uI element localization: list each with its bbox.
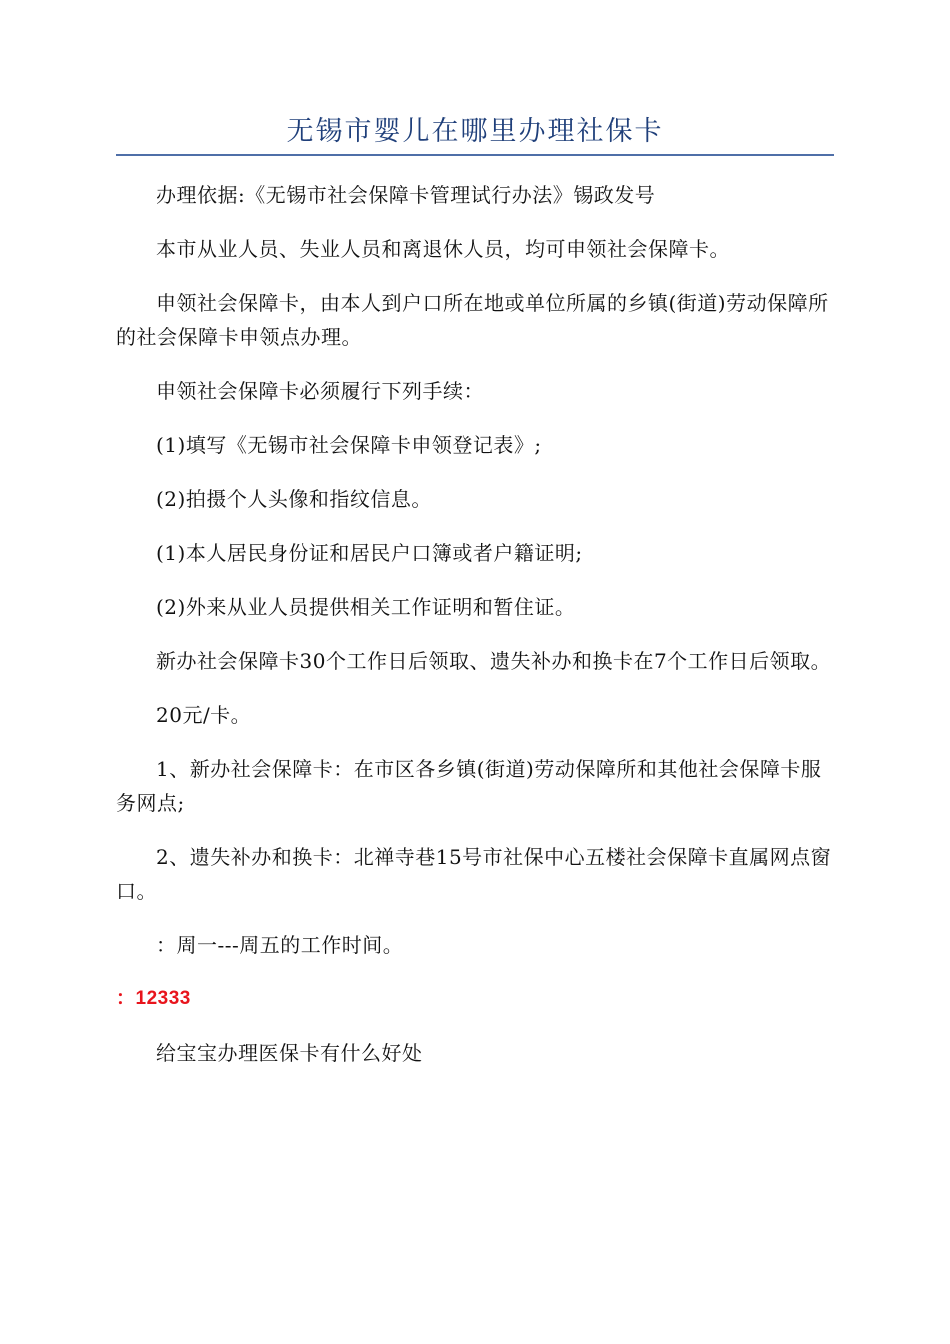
paragraph-eligibility: 本市从业人员、失业人员和离退休人员，均可申领社会保障卡。: [156, 237, 730, 261]
paragraph-step-1: (1)填写《无锡市社会保障卡申领登记表》;: [156, 433, 542, 457]
paragraph-basis: 办理依据:《无锡市社会保障卡管理试行办法》锡政发号: [156, 183, 656, 207]
document-title: 无锡市婴儿在哪里办理社保卡: [286, 116, 664, 147]
paragraph-location-new: 1、新办社会保障卡：在市区各乡镇(街道)劳动保障所和其他社会保障卡服务网点;: [116, 757, 822, 815]
paragraph-hours: ：周一---周五的工作时间。: [156, 933, 404, 957]
paragraph-procedures-intro: 申领社会保障卡必须履行下列手续：: [156, 379, 484, 403]
paragraph-closing: 给宝宝办理医保卡有什么好处: [156, 1041, 423, 1065]
paragraph-application-place: 申领社会保障卡，由本人到户口所在地或单位所属的乡镇(街道)劳动保障所的社会保障卡申领点办理。: [116, 291, 829, 349]
hotline-number: ：12333: [116, 988, 191, 1009]
paragraph-material-1: (1)本人居民身份证和居民户口簿或者户籍证明;: [156, 541, 583, 565]
paragraph-step-2: (2)拍摄个人头像和指纹信息。: [156, 487, 432, 511]
document-body: [116, 178, 834, 1090]
paragraph-processing-time: 新办社会保障卡30个工作日后领取、遗失补办和换卡在7个工作日后领取。: [156, 649, 832, 673]
paragraph-location-replace: 2、遗失补办和换卡：北禅寺巷15号市社保中心五楼社会保障卡直属网点窗口。: [116, 845, 832, 903]
title-underline: [116, 154, 834, 156]
paragraph-fee: 20元/卡。: [156, 703, 252, 727]
paragraph-material-2: (2)外来从业人员提供相关工作证明和暂住证。: [156, 595, 576, 619]
